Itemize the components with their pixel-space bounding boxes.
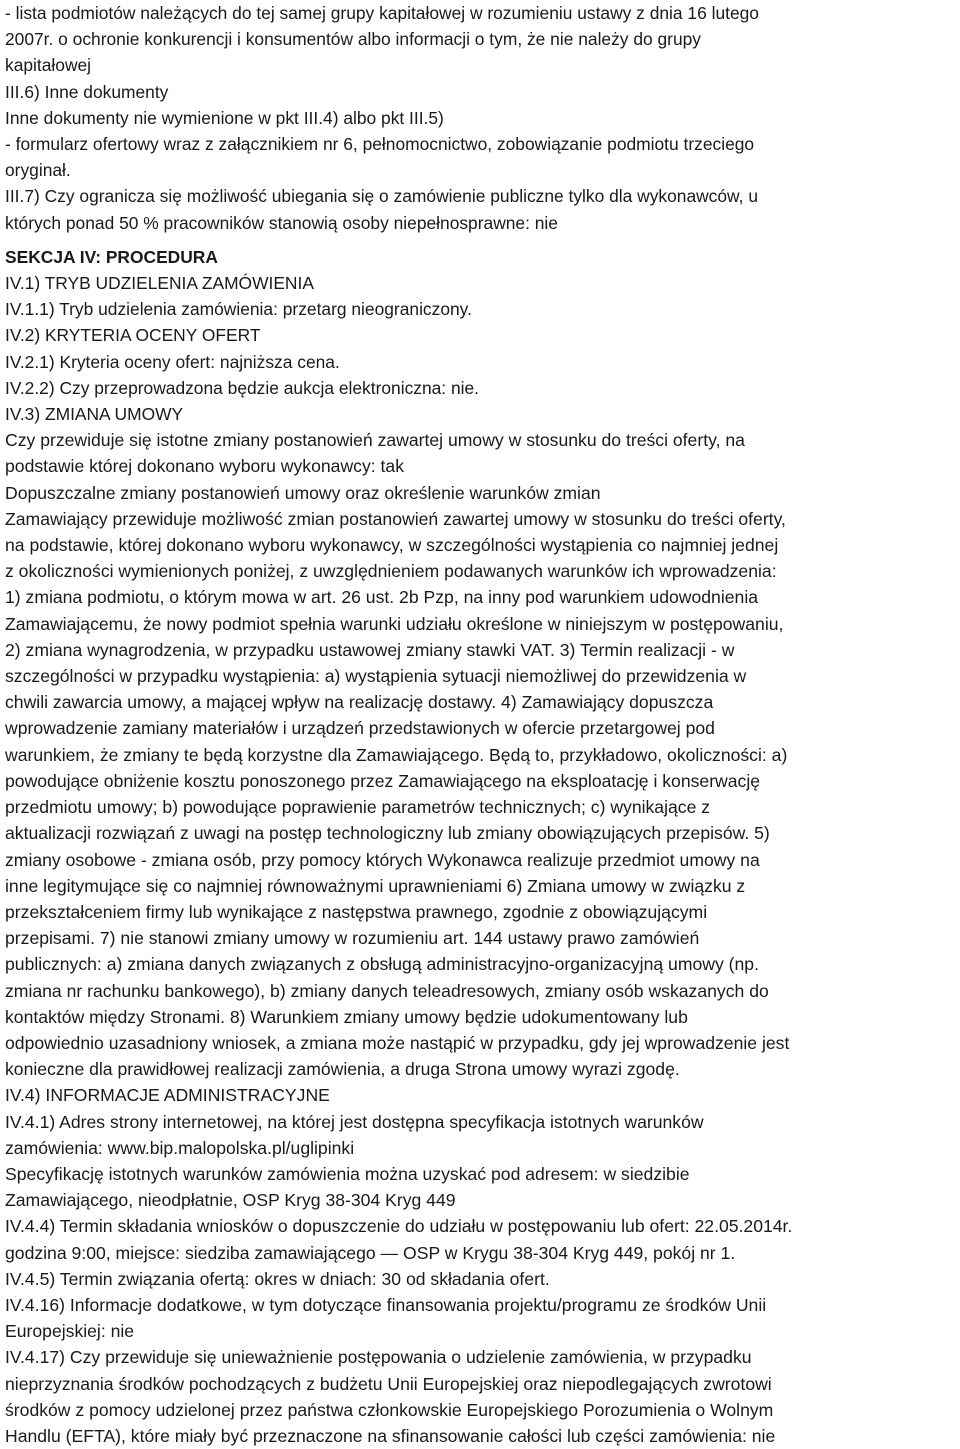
text-line: chwili zawarcia umowy, a mającej wpływ na realizację dostawy. 4) Zamawiający dopuszcza <box>5 692 714 713</box>
text-line: inne legitymujące się co najmniej równoważnymi uprawnieniami 6) Zmiana umowy w związku z <box>5 875 746 896</box>
text-line: 2007r. o ochronie konkurencji i konsumentów albo informacji o tym, że nie należy do grupy <box>5 29 701 50</box>
text-line: - formularz ofertowy wraz z załącznikiem nr 6, pełnomocnictwo, zobowiązanie podmiotu trzeciego <box>5 134 755 155</box>
section-iv <box>5 244 956 427</box>
text-line: konieczne dla prawidłowej realizacji zamówienia, a druga Strona umowy wyrazi zgodę. <box>5 1059 680 1080</box>
text-line: zmiana nr rachunku bankowego), b) zmiany danych teleadresowych, zmiany osób wskazanych do <box>5 980 769 1001</box>
text-line: IV.4.16) Informacje dodatkowe, w tym dotyczące finansowania projektu/programu ze środków Unii <box>5 1294 767 1315</box>
text-line: zamówienia: www.bip.malopolska.pl/uglipinki <box>5 1137 355 1158</box>
text-line: Handlu (EFTA), które miały być przeznaczone na sfinansowanie całości lub części zamówienia: nie <box>5 1425 776 1446</box>
text-line: odpowiednio uzasadniony wniosek, a zmiana może nastąpić w przypadku, gdy jej wprowadzenie jest <box>5 1032 790 1053</box>
text-line: aktualizacji rozwiązań z uwagi na postęp technologiczny lub zmiany obowiązujących przepisów. 5) <box>5 823 770 844</box>
text-line: 1) zmiana podmiotu, o którym mowa w art. 26 ust. 2b Pzp, na inny pod warunkiem udowodnienia <box>5 587 759 608</box>
text-line: IV.4.17) Czy przewiduje się unieważnienie postępowania o udzielenie zamówienia, w przypadku <box>5 1347 752 1368</box>
text-line: IV.4.1) Adres strony internetowej, na której jest dostępna specyfikacja istotnych warunków <box>5 1111 704 1132</box>
text-line: wprowadzenie zamiany materiałów i urządzeń przedstawionych w ofercie przetargowej pod <box>5 718 715 739</box>
text-line: z okoliczności wymienionych poniżej, z uwzględnieniem podawanych warunków ich wprowadzenia: <box>5 561 777 582</box>
subsection-heading: IV.3) ZMIANA UMOWY <box>5 404 184 425</box>
text-line: podstawie której dokonano wyboru wykonawcy: tak <box>5 456 405 477</box>
text-line: IV.4.4) Termin składania wniosków o dopuszczenie do udziału w postępowaniu lub ofert: 22.05.2014r. <box>5 1216 793 1237</box>
text-line: Specyfikację istotnych warunków zamówienia można uzyskać pod adresem: w siedzibie <box>5 1163 690 1184</box>
text-line: których ponad 50 % pracowników stanowią osoby niepełnosprawne: nie <box>5 212 558 233</box>
text-line: przedmiotu umowy; b) powodujące poprawienie parametrów technicznych; c) wynikające z <box>5 797 711 818</box>
text-line: Europejskiej: nie <box>5 1321 135 1342</box>
subsection-heading: IV.4) INFORMACJE ADMINISTRACYJNE <box>5 1085 330 1106</box>
text-line: Zamawiającemu, że nowy podmiot spełnia warunki udziału określone w niniejszym w postępowaniu, <box>5 613 784 634</box>
text-line: godzina 9:00, miejsce: siedziba zamawiającego — OSP w Krygu 38-304 Kryg 449, pokój nr 1. <box>5 1242 736 1263</box>
text-line: nieprzyznania środków pochodzących z budżetu Unii Europejskiej oraz niepodlegających zwrotowi <box>5 1373 772 1394</box>
text-line: IV.2.1) Kryteria oceny ofert: najniższa cena. <box>5 351 340 372</box>
text-line: Czy przewiduje się istotne zmiany postanowień zawartej umowy w stosunku do treści oferty, na <box>5 430 745 451</box>
text-line: na podstawie, której dokonano wyboru wykonawcy, w szczególności wystąpienia co najmniej jednej <box>5 535 779 556</box>
text-line: Zamawiający przewiduje możliwość zmian postanowień zawartej umowy w stosunku do treści oferty, <box>5 508 786 529</box>
text-line: IV.1.1) Tryb udzielenia zamówienia: przetarg nieograniczony. <box>5 299 472 320</box>
text-line: przekształceniem firmy lub wynikające z następstwa prawnego, zgodnie z obowiązującymi <box>5 901 708 922</box>
text-line: zmiany osobowe - zmiana osób, przy pomocy których Wykonawca realizuje przedmiot umowy na <box>5 849 760 870</box>
text-line: III.7) Czy ogranicza się możliwość ubiegania się o zamówienie publiczne tylko dla wykonawców, u <box>5 186 758 207</box>
subsection-heading: IV.2) KRYTERIA OCENY OFERT <box>5 325 261 346</box>
text-line: IV.4.5) Termin związania ofertą: okres w dniach: 30 od składania ofert. <box>5 1268 550 1289</box>
text-line: szczególności w przypadku wystąpienia: a) wystąpienia sytuacji niemożliwej do przewidzenia w <box>5 666 747 687</box>
subsection-heading: IV.1) TRYB UDZIELENIA ZAMÓWIENIA <box>5 273 314 294</box>
text-line: warunkiem, że zmiany te będą korzystne dla Zamawiającego. Będą to, przykładowo, okoliczności: a) <box>5 744 788 765</box>
text-line: kontaktów między Stronami. 8) Warunkiem zmiany umowy będzie udokumentowany lub <box>5 1006 688 1027</box>
subsection-heading: III.6) Inne dokumenty <box>5 81 169 102</box>
text-line: publicznych: a) zmiana danych związanych z obsługą administracyjno-organizacyjną umowy (np. <box>5 954 759 975</box>
section-iii-tail <box>5 0 956 236</box>
text-line: 2) zmiana wynagrodzenia, w przypadku ustawowej zmiany stawki VAT. 3) Termin realizacji - w <box>5 639 735 660</box>
text-line: Zamawiającego, nieodpłatnie, OSP Kryg 38-304 Kryg 449 <box>5 1190 456 1211</box>
contract-changes <box>5 427 956 1449</box>
text-line: kapitałowej <box>5 55 92 76</box>
text-line: powodujące obniżenie kosztu ponoszonego przez Zamawiającego na eksploatację i konserwację <box>5 770 761 791</box>
section-heading: SEKCJA IV: PROCEDURA <box>5 246 218 267</box>
text-line: środków z pomocy udzielonej przez państwa członkowskie Europejskiego Porozumienia o Wolnym <box>5 1399 774 1420</box>
text-line: przepisami. 7) nie stanowi zmiany umowy w rozumieniu art. 144 ustawy prawo zamówień <box>5 928 700 949</box>
text-line: Dopuszczalne zmiany postanowień umowy oraz określenie warunków zmian <box>5 482 601 503</box>
text-line: IV.2.2) Czy przeprowadzona będzie aukcja elektroniczna: nie. <box>5 377 480 398</box>
text-line: oryginał. <box>5 160 71 181</box>
text-line: Inne dokumenty nie wymienione w pkt III.4) albo pkt III.5) <box>5 107 444 128</box>
text-line: - lista podmiotów należących do tej samej grupy kapitałowej w rozumieniu ustawy z dnia 16 lutego <box>5 3 759 23</box>
